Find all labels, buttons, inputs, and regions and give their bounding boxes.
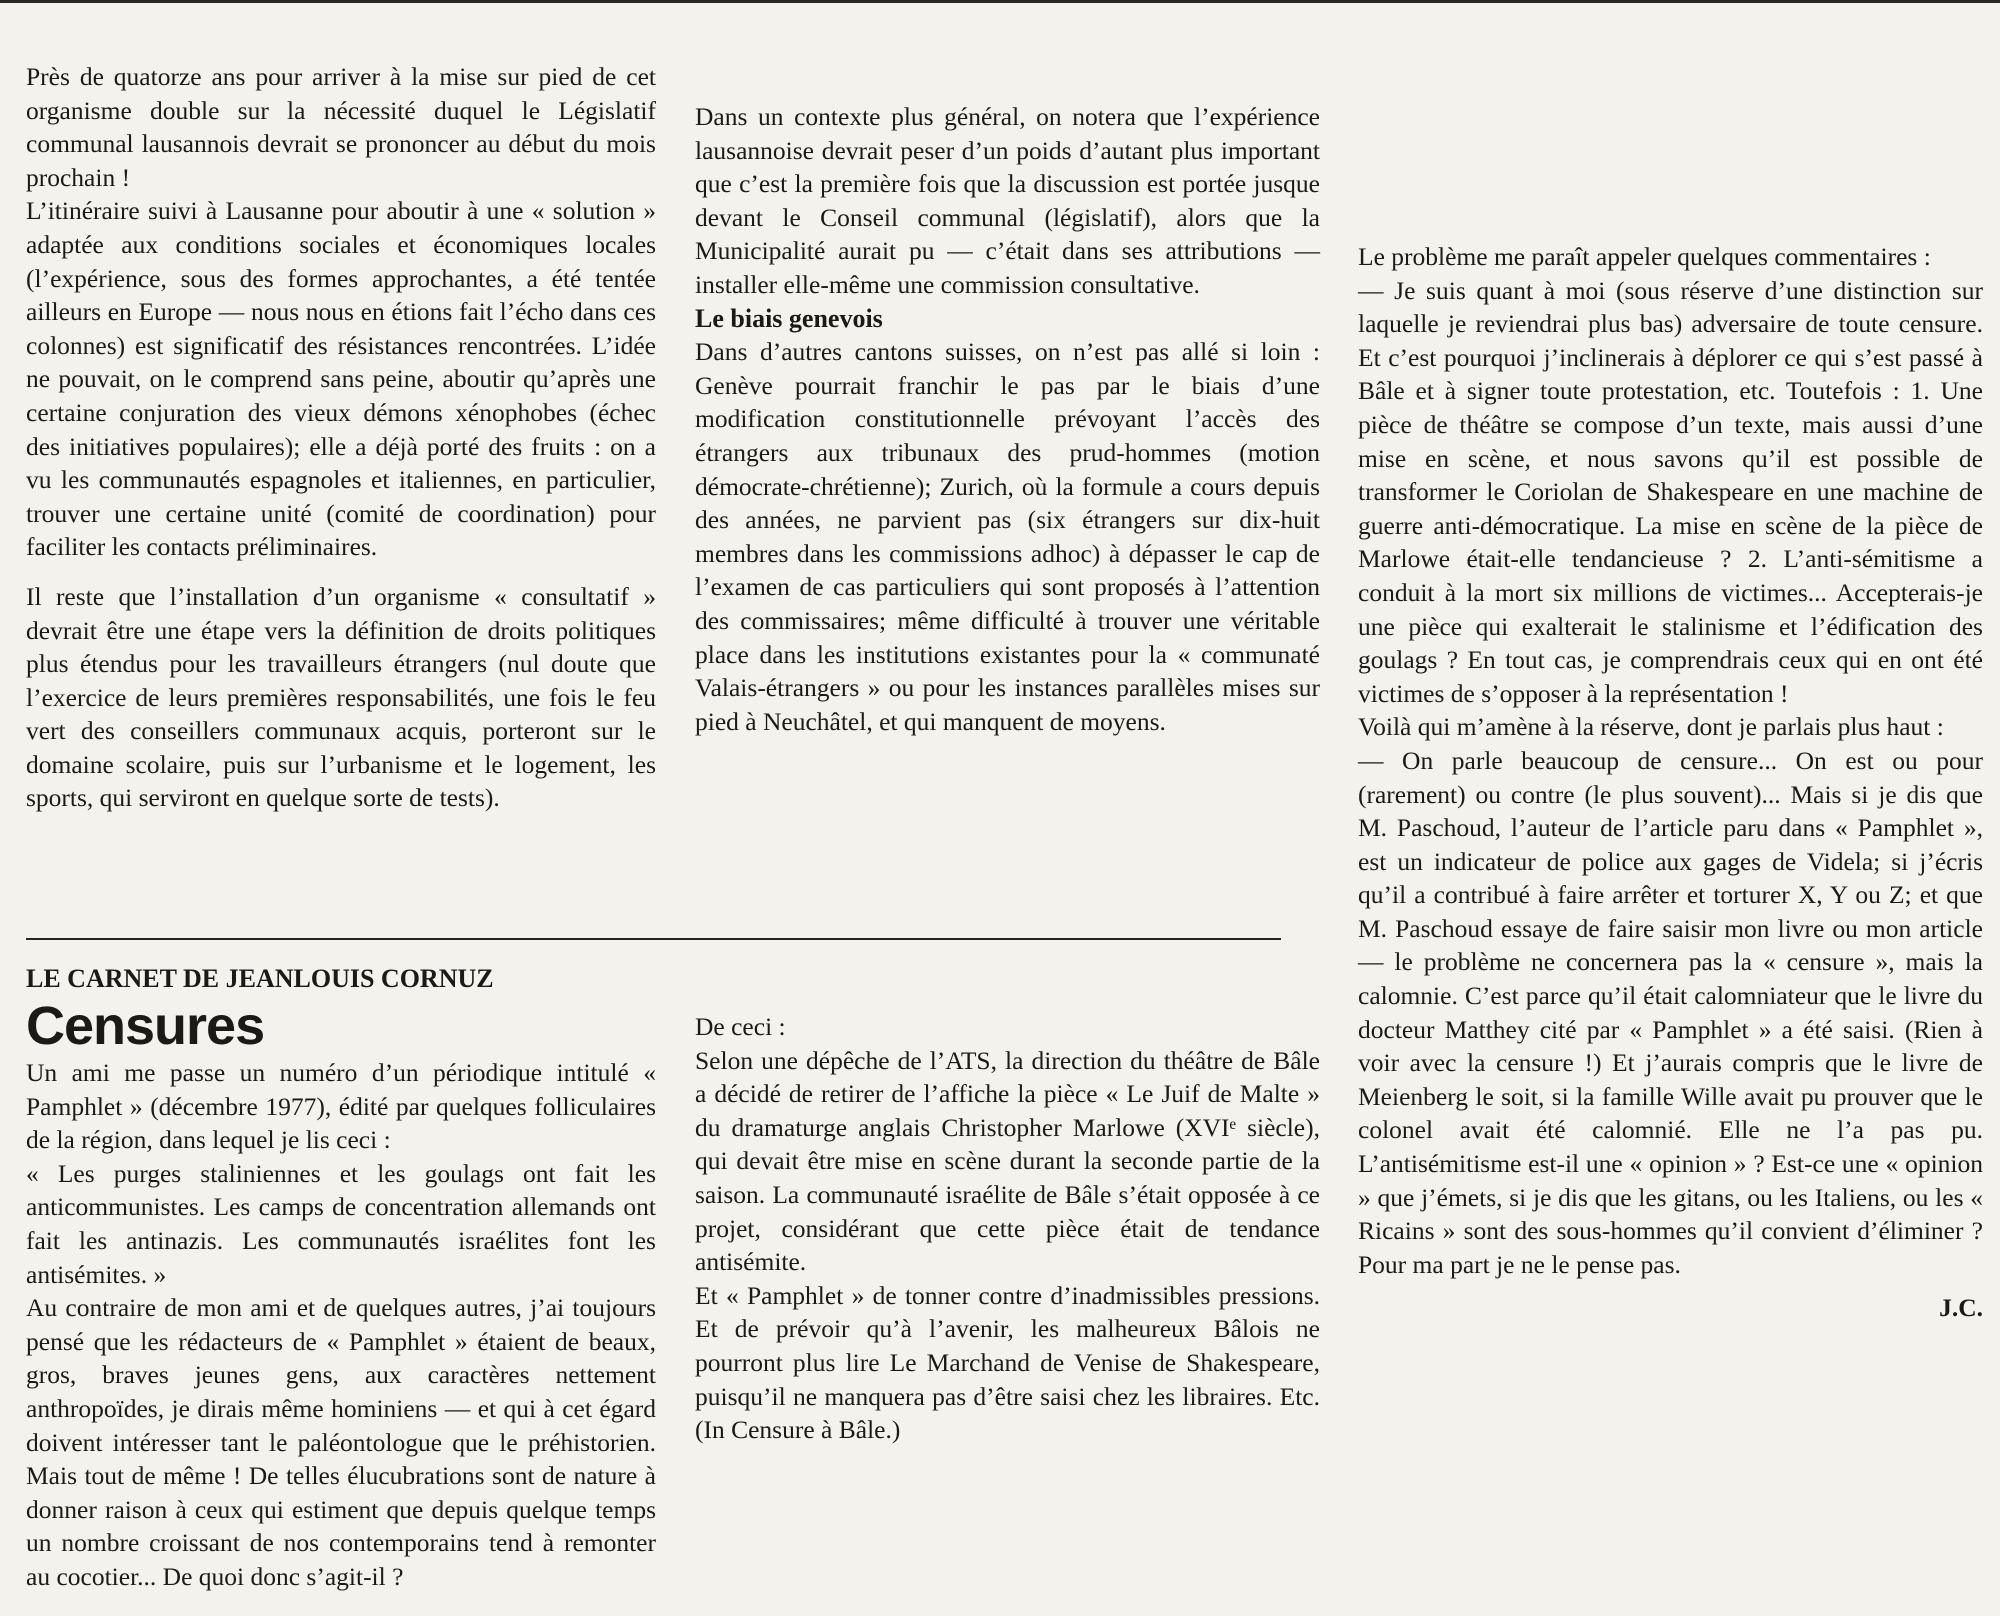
- column-2: [695, 100, 1320, 738]
- column-rubric: LE CARNET DE JEANLOUIS CORNUZ: [26, 964, 494, 993]
- paragraph: Dans un contexte plus général, on notera que l’expérience lausannoise devrait peser d’un poids d’autant plus important que c’est la première fois que la discussion est portée jusque devant le Conseil communal (législatif), alors que la Municipalité aurait pu — c’était dans ses attributions — installer elle-même une commission consultative.: [695, 102, 1320, 299]
- paragraph: — Je suis quant à moi (sous réserve d’une distinction sur laquelle je reviendrai plus bas) adversaire de toute censure. Et c’est pourquoi j’inclinerais à déplorer ce qui s’est passé à Bâle et à signer toute protestation, etc. Toutefois : 1. Une pièce de théâtre se compose d’un texte, mais aussi d’une mise en scène, et nous savons qu’il est possible de transformer le Coriolan de Shakespeare en une machine de guerre anti-démocratique. La mise en scène de la pièce de Marlowe était-elle tendancieuse ? 2. L’anti-sémitisme a conduit à la mort six millions de victimes... Accepterais-je une pièce qui exalterait le stalinisme et l’édification des goulags ? En tout cas, je comprendrais ceux qui en ont été victimes de s’opposer à la représentation !: [1358, 275, 1983, 708]
- paragraph: L’itinéraire suivi à Lausanne pour aboutir à une « solution » adaptée aux conditions sociales et économiques locales (l’expérience, sous des formes approchantes, a été tentée ailleurs en Europe — nous nous en étions fait l’écho dans ces colonnes) est significatif des résistances rencontrées. L’idée ne pouvait, on le comprend sans peine, aboutir qu’après une certaine conjuration des vieux démons xénophobes (échec des initiatives populaires); elle a déjà porté des fruits : on a vu les communautés espagnoles et italiennes, en particulier, trouver une certaine unité (comité de coordination) pour faciliter les contacts préliminaires.: [26, 196, 656, 562]
- paragraph: Selon une dépêche de l’ATS, la direction du théâtre de Bâle a décidé de retirer de l’affiche la pièce « Le Juif de Malte » du dramaturge anglais Christopher Marlowe (XVIᵉ siècle), qui devait être mise en scène durant la seconde partie de la saison. La communauté israélite de Bâle s’était opposée à ce projet, considérant que cette pièce était de tendance antisémite.: [695, 1045, 1320, 1277]
- paragraph: Près de quatorze ans pour arriver à la mise sur pied de cet organisme double sur la nécessité duquel le Législatif communal lausannois devrait se prononcer au début du mois prochain !: [26, 62, 656, 192]
- author-signature: J.C.: [1939, 1293, 1983, 1323]
- paragraph: Il reste que l’installation d’un organisme « consultatif » devrait être une étape vers la définition de droits politiques plus étendus pour les travailleurs étrangers (nul doute que l’exercice de leurs premières responsabilités, une fois le feu vert des conseillers communaux acquis, porteront sur le domaine scolaire, puis sur l’urbanisme et le logement, les sports, qui serviront en quelque sorte de tests).: [26, 581, 656, 813]
- quote-paragraph: « Les purges staliniennes et les goulags ont fait les anticommunistes. Les camps de concentration allemands ont fait les antinazis. Les communautés israélites font les antisémites. »: [26, 1158, 656, 1289]
- paragraph: De ceci :: [695, 1012, 786, 1041]
- top-rule: [0, 0, 2000, 3]
- column-article-1: [26, 962, 656, 1594]
- column-1: [26, 60, 656, 815]
- column-article-3: [1358, 240, 1983, 1325]
- paragraph: Voilà qui m’amène à la réserve, dont je parlais plus haut :: [1358, 712, 1944, 742]
- article-divider: [26, 938, 1281, 940]
- paragraph: Et « Pamphlet » de tonner contre d’inadmissibles pressions. Et de prévoir qu’à l’avenir, les malheureux Bâlois ne pourront plus lire Le Marchand de Venise de Shakespeare, puisqu’il ne manquera pas d’être saisi chez les libraires. Etc. (In Censure à Bâle.): [695, 1280, 1320, 1445]
- section-subheading: Le biais genevois: [695, 303, 883, 333]
- paragraph: Un ami me passe un numéro d’un périodique intitulé « Pamphlet » (décembre 1977), édité par quelques folliculaires de la région, dans lequel je lis ceci :: [26, 1058, 656, 1155]
- article-title: Censures: [26, 996, 265, 1056]
- column-article-2: [695, 1010, 1320, 1447]
- paragraph: Le problème me paraît appeler quelques commentaires :: [1358, 242, 1931, 271]
- paragraph: Dans d’autres cantons suisses, on n’est pas allé si loin : Genève pourrait franchir le pas par le biais d’une modification constitutionnelle prévoyant l’accès des étrangers aux tribunaux des prud-hommes (motion démocrate-chrétienne); Zurich, où la formule a cours depuis des années, ne parvient pas (six étrangers sur dix-huit membres dans les commissions adhoc) à dépasser le cap de l’examen de cas particuliers qui sont proposés à l’attention des commissaires; même difficulté à trouver une véritable place dans les institutions existantes pour la « communaté Valais-étrangers » ou pour les instances parallèles mises sur pied à Neuchâtel, et qui manquent de moyens.: [695, 337, 1320, 736]
- paragraph: Au contraire de mon ami et de quelques autres, j’ai toujours pensé que les rédacteurs de « Pamphlet » étaient de beaux, gros, braves jeunes gens, aux caractères nettement anthropoïdes, je dirais même hominiens — et qui à cet égard doivent intéresser tant le paléontologue que le préhistorien. Mais tout de même ! De telles élucubrations sont de nature à donner raison à ceux qui estiment que depuis quelque temps un nombre croissant de nos contemporains tend à remonter au cocotier... De quoi donc s’agit-il ?: [26, 1293, 656, 1591]
- paragraph: — On parle beaucoup de censure... On est ou pour (rarement) ou contre (le plus souvent)... Mais si je dis que M. Paschoud, l’auteur de l’article paru dans « Pamphlet », est un indicateur de police aux gages de Videla; si j’écris qu’il a contribué à faire arrêter et torturer X, Y ou Z; et que M. Paschoud essaye de faire saisir mon livre ou mon article — le problème ne concernera pas la « censure », mais la calomnie. C’est parce qu’il était calomniateur que le livre du docteur Matthey cité par « Pamphlet » a été saisi. (Rien à voir avec la censure !) Et j’aurais compris que le livre de Meienberg le soit, si la famille Wille avait pu prouver que le colonel avait été calomnié. Elle ne l’a pas pu. L’antisémitisme est-il une « opinion » ? Est-ce une « opinion » que j’émets, si je dis que les gitans, ou les Italiens, ou les « Ricains » sont des sous-hommes qu’il convient d’éliminer ? Pour ma part je ne le pense pas.: [1358, 745, 1983, 1279]
